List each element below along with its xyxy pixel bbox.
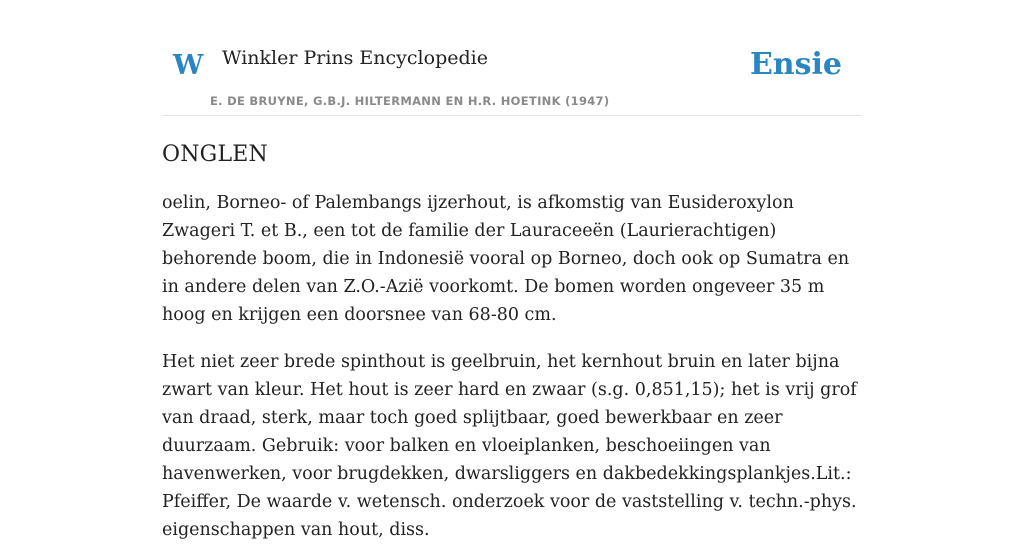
winkler-prins-logo[interactable]: W <box>173 50 204 81</box>
book-header <box>162 0 862 116</box>
content-column <box>162 0 862 544</box>
entry-title: ONGLEN <box>162 142 268 167</box>
book-authors: E. DE BRUYNE, G.B.J. HILTERMANN EN H.R. HOETINK (1947) <box>210 94 610 108</box>
article-paragraph-1: oelin, Borneo- of Palembangs ijzerhout, is afkomstig van Eusideroxylon Zwageri T. et B., een tot de familie der Lauraceeën (Laurierachtigen) behorende boom, die in Indonesië vooral op Borneo, doch ook op Sumatra en in andere delen van Z.O.-Azië voorkomt. De bomen worden ongeveer 35 m hoog en krijgen een doorsnee van 68-80 cm. <box>162 193 850 325</box>
book-title-link[interactable]: Winkler Prins Encyclopedie <box>222 47 488 69</box>
ensie-home-link[interactable]: Ensie <box>749 47 842 82</box>
article-paragraph-2: Het niet zeer brede spinthout is geelbruin, het kernhout bruin en later bijna zwart van kleur. Het hout is zeer hard en zwaar (s.g. 0,851,15); het is vrij grof van draad, sterk, maar toch goed splijtbaar, goed bewerkbaar en zeer duurzaam. Gebruik: voor balken en vloeiplanken, beschoeiingen van havenwerken, voor brugdekken, dwarsliggers en dakbedekkingsplankjes.Lit.: Pfeiffer, De waarde v. wetensch. onderzoek voor de vaststelling v. techn.-phys. eigenschappen van hout, diss. <box>162 352 857 540</box>
